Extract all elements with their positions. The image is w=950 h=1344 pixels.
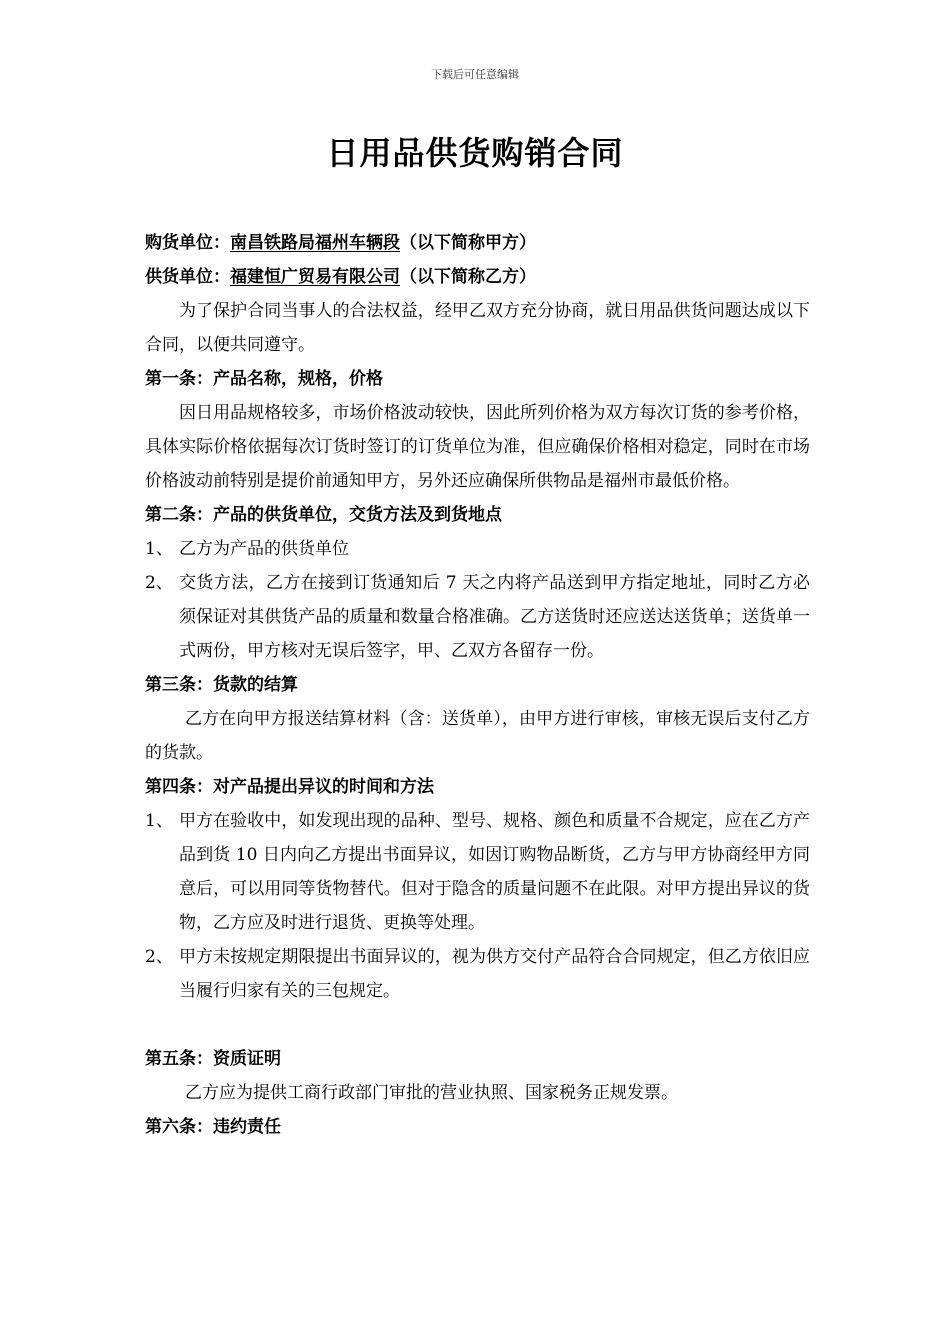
supplier-name: 福建恒广贸易有限公司 [230, 267, 400, 287]
article-3-heading: 第三条：货款的结算 [145, 675, 298, 695]
buyer-name: 南昌铁路局福州车辆段 [230, 233, 400, 253]
article-5-text: 乙方应为提供工商行政部门审批的营业执照、国家税务正规发票。 [185, 1083, 678, 1103]
buyer-label: 购货单位： [145, 233, 230, 253]
item-text: 交货方法，乙方在接到订货通知后 7 天之内将产品送到甲方指定地址，同时乙方必须保证对其供货产品的质量和数量合格准确。乙方送货时还应送达送货单；送货单一式两份，甲方核对无误后签字，甲、乙双方各留存一份。 [179, 573, 810, 661]
article-4-heading: 第四条：对产品提出异议的时间和方法 [145, 777, 434, 797]
article-3-text: 乙方在向甲方报送结算材料（含：送货单），由甲方进行审核，审核无误后支付乙方的货款。 [145, 709, 810, 763]
item-number: 2、 [145, 947, 173, 967]
article-2-heading: 第二条：产品的供货单位，交货方法及到货地点 [145, 505, 502, 525]
supplier-suffix: （以下简称乙方） [400, 267, 536, 287]
blank-line [145, 1008, 810, 1042]
intro-paragraph: 为了保护合同当事人的合法权益，经甲乙双方充分协商，就日用品供货问题达成以下合同，以便共同遵守。 [145, 301, 810, 355]
article-6-heading: 第六条：违约责任 [145, 1117, 281, 1137]
article-2-item-2 [145, 566, 810, 668]
document-body [145, 226, 810, 1144]
article-2-item-1 [145, 532, 810, 566]
header-note: 下载后可任意编辑 [431, 68, 519, 81]
supplier-line [145, 260, 810, 294]
article-1-heading: 第一条：产品名称，规格，价格 [145, 369, 383, 389]
item-number: 2、 [145, 573, 173, 593]
item-text: 甲方在验收中，如发现出现的品种、型号、规格、颜色和质量不合规定，应在乙方产品到货 10 日内向乙方提出书面异议，如因订购物品断货，乙方与甲方协商经甲方同意后，可以用同等货物替代。但对于隐含的质量问题不在此限。对甲方提出异议的货物，乙方应及时进行退货、更换等处理。 [179, 811, 810, 933]
supplier-label: 供货单位： [145, 267, 230, 287]
item-number: 1、 [145, 539, 173, 559]
buyer-suffix: （以下简称甲方） [400, 233, 536, 253]
article-5-heading: 第五条：资质证明 [145, 1049, 281, 1069]
article-4-item-2 [145, 940, 810, 1008]
item-text: 甲方未按规定期限提出书面异议的，视为供方交付产品符合合同规定，但乙方依旧应当履行归家有关的三包规定。 [179, 947, 810, 1001]
item-text: 乙方为产品的供货单位 [179, 539, 349, 559]
article-4-item-1 [145, 804, 810, 940]
article-1-text: 因日用品规格较多，市场价格波动较快，因此所列价格为双方每次订货的参考价格，具体实际价格依据每次订货时签订的订货单位为准，但应确保价格相对稳定，同时在市场价格波动前特别是提价前通知甲方，另外还应确保所供物品是福州市最低价格。 [145, 403, 810, 491]
buyer-line [145, 226, 810, 260]
item-number: 1、 [145, 811, 173, 831]
document-title: 日用品供货购销合同 [326, 134, 624, 172]
